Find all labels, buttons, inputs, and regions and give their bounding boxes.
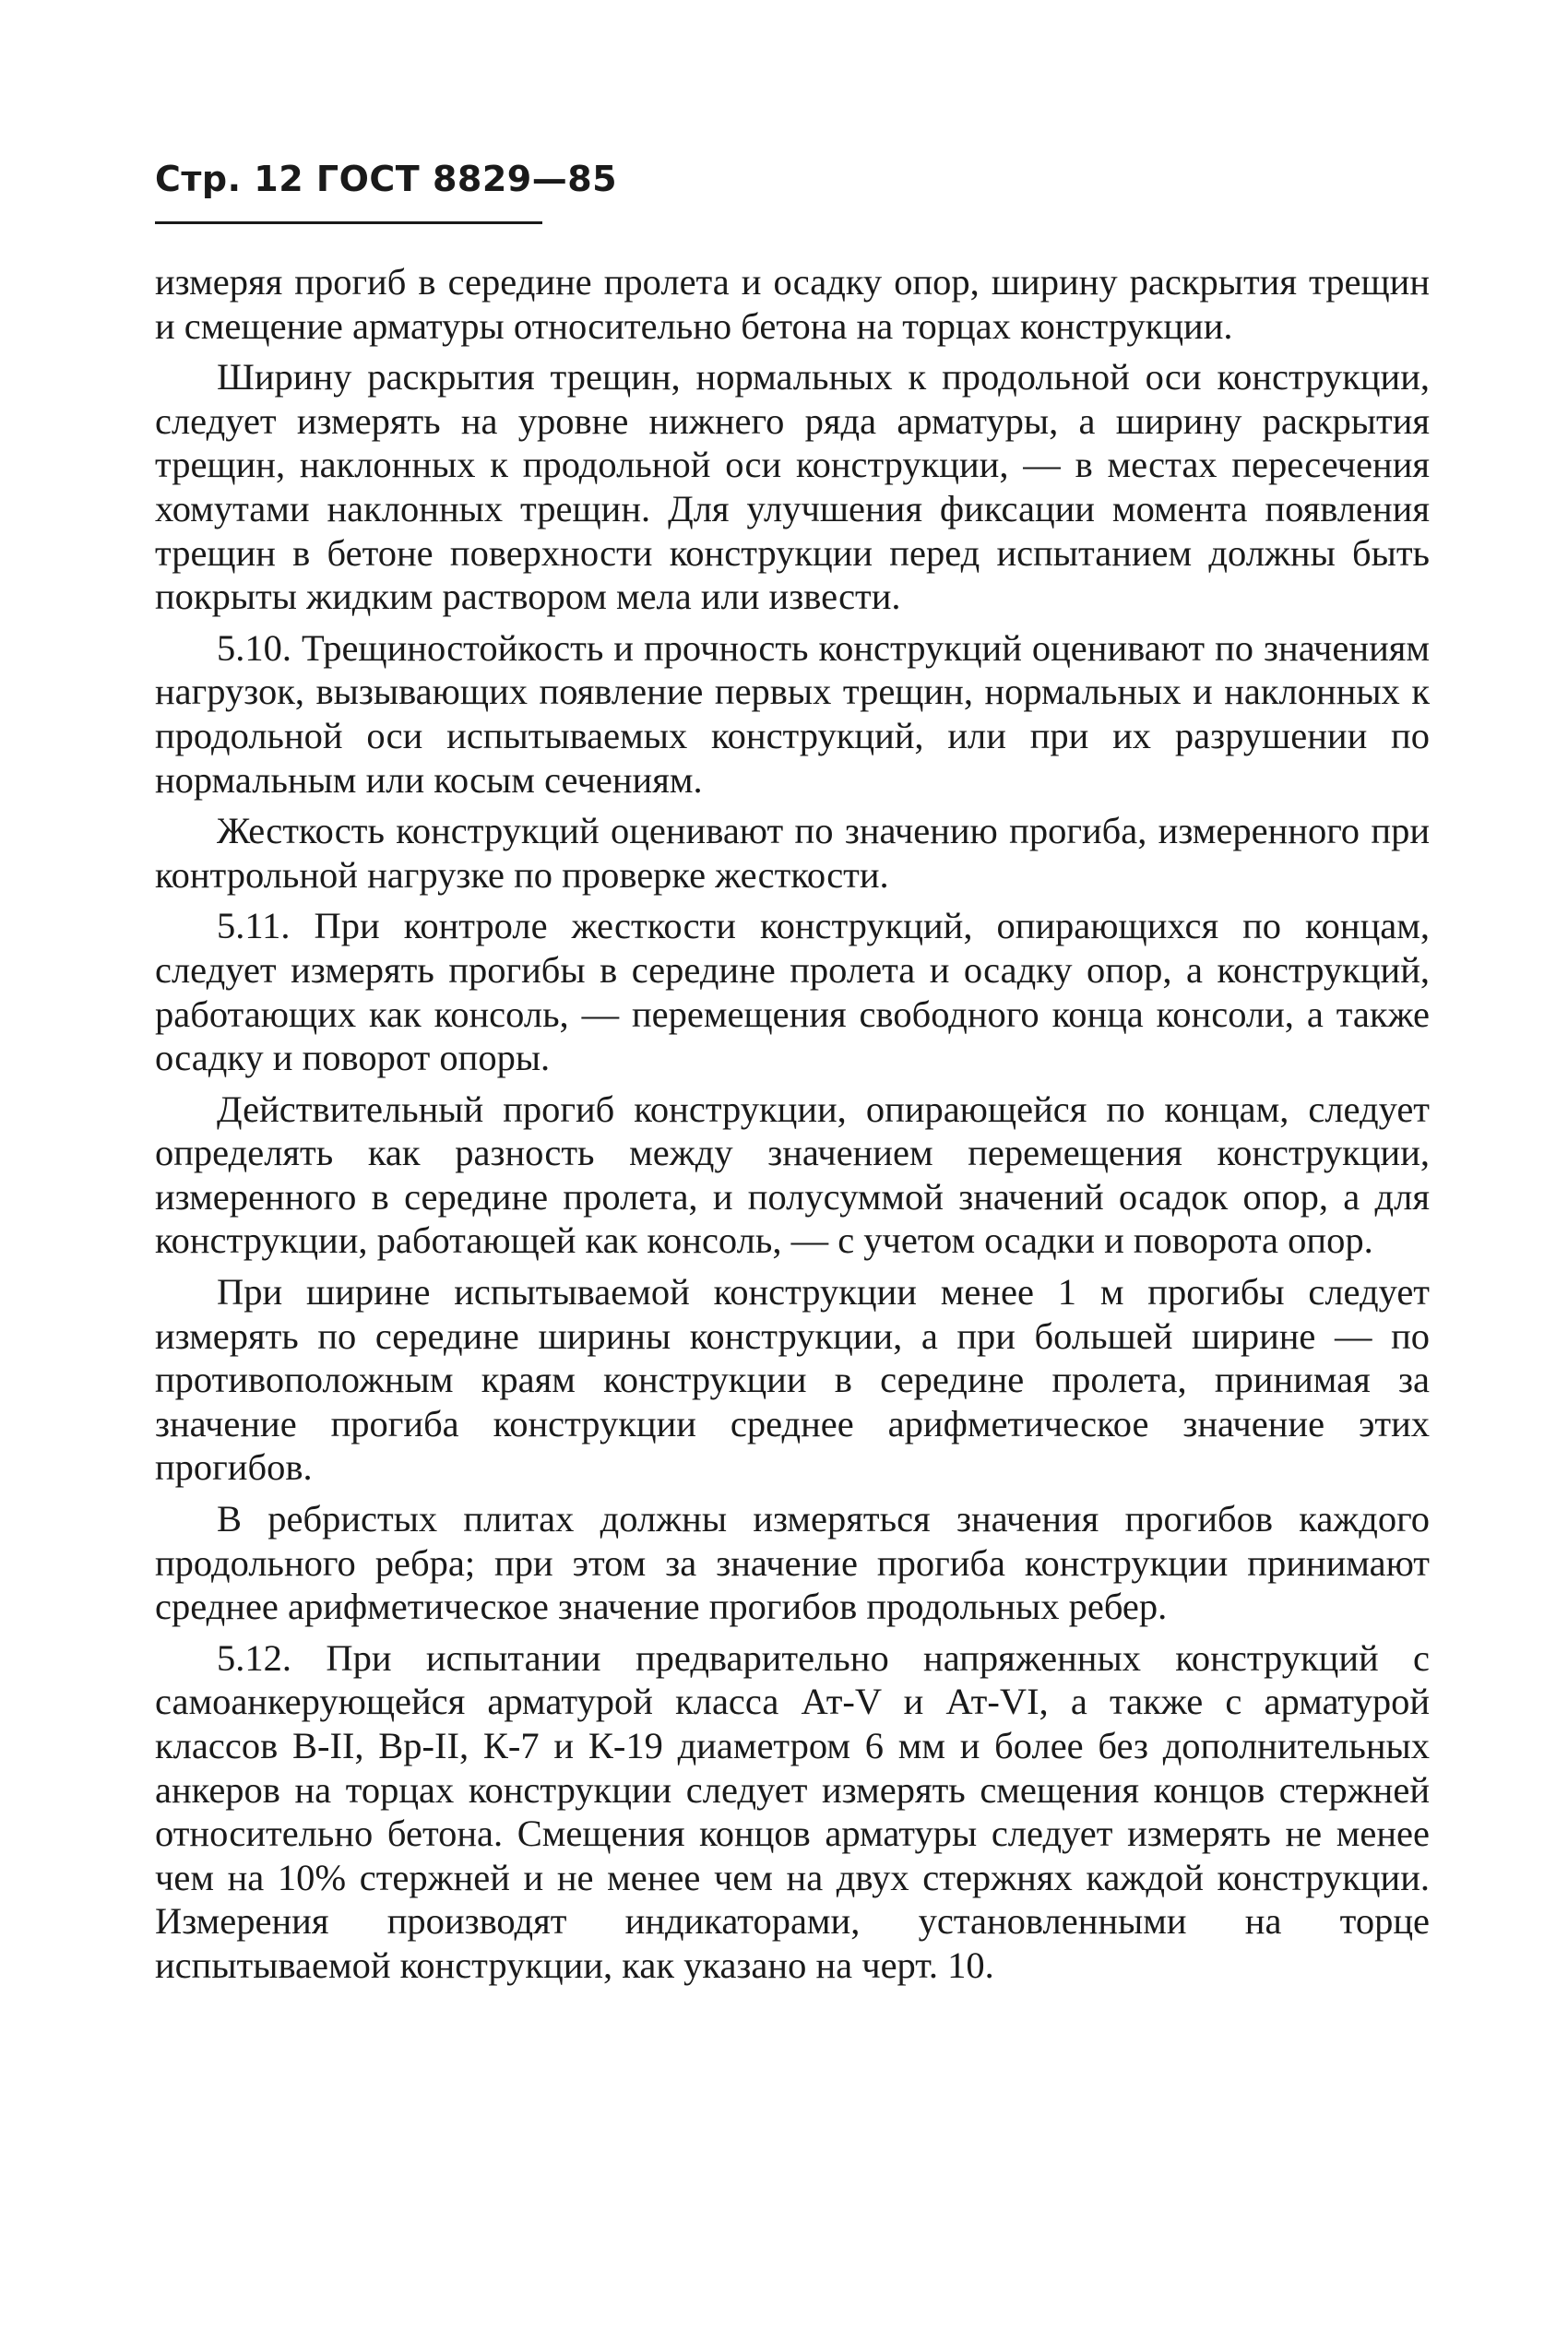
page-header: Стр. 12 ГОСТ 8829—85 (155, 159, 618, 199)
header-rule (155, 221, 542, 224)
document-body (155, 260, 1430, 1995)
paragraph-5-11: 5.11. При контроле жесткости конструкций, опирающихся по концам, следует измерять прогибы в середине пролета и осадку опор, а конструкций, работающих как консоль, — перемещения свободного конца консоли, а также осадку и поворот опоры. (155, 905, 1430, 1079)
paragraph-actual-deflection: Действительный прогиб конструкции, опирающейся по концам, следует определять как разность между значением перемещения конструкции, измеренного в середине пролета, и полусуммой значений осадок опор, а для конструкции, работающей как консоль, — с учетом осадки и поворота опор. (155, 1088, 1430, 1262)
paragraph-5-10: 5.10. Трещиностойкость и прочность конструкций оценивают по значениям нагрузок, вызывающих появление первых трещин, нормальных и наклонных к продольной оси испытываемых конструкций, или при их разрушении по нормальным или косым сечениям. (155, 626, 1430, 801)
paragraph-continuation: измеряя прогиб в середине пролета и осадку опор, ширину раскрытия трещин и смещение арматуры относительно бетона на торцах конструкции. (155, 261, 1430, 347)
paragraph-stiffness: Жесткость конструкций оценивают по значению прогиба, измеренного при контрольной нагрузке по проверке жесткости. (155, 810, 1430, 896)
paragraph-width-deflection: При ширине испытываемой конструкции менее 1 м прогибы следует измерять по середине ширины конструкции, а при большей ширине — по противоположным краям конструкции в середине пролета, принимая за значение прогиба конструкции среднее арифметическое значение этих прогибов. (155, 1271, 1430, 1489)
paragraph-ribbed-plates: В ребристых плитах должны измеряться значения прогибов каждого продольного ребра; при этом за значение прогиба конструкции принимают среднее арифметическое значение прогибов продольных ребер. (155, 1498, 1430, 1628)
paragraph-crack-width: Ширину раскрытия трещин, нормальных к продольной оси конструкции, следует измерять на уровне нижнего ряда арматуры, а ширину раскрытия трещин, наклонных к продольной оси конструкции, — в местах пересечения хомутами наклонных трещин. Для улучшения фиксации момента появления трещин в бетоне поверхности конструкции перед испытанием должны быть покрыты жидким раствором мела или извести. (155, 356, 1430, 618)
paragraph-5-12: 5.12. При испытании предварительно напряженных конструкций с самоанкерующейся арматурой класса Ат-V и Ат-VI, а также с арматурой классов В-II, Вр-II, К-7 и К-19 диаметром 6 мм и более без дополнительных анкеров на торцах конструкции следует измерять смещения концов стержней относительно бетона. Смещения концов арматуры следует измерять не менее чем на 10% стержней и не менее чем на двух стержнях каждой конструкции. Измерения производят индикаторами, установленными на торце испытываемой конструкции, как указано на черт. 10. (155, 1636, 1430, 1986)
